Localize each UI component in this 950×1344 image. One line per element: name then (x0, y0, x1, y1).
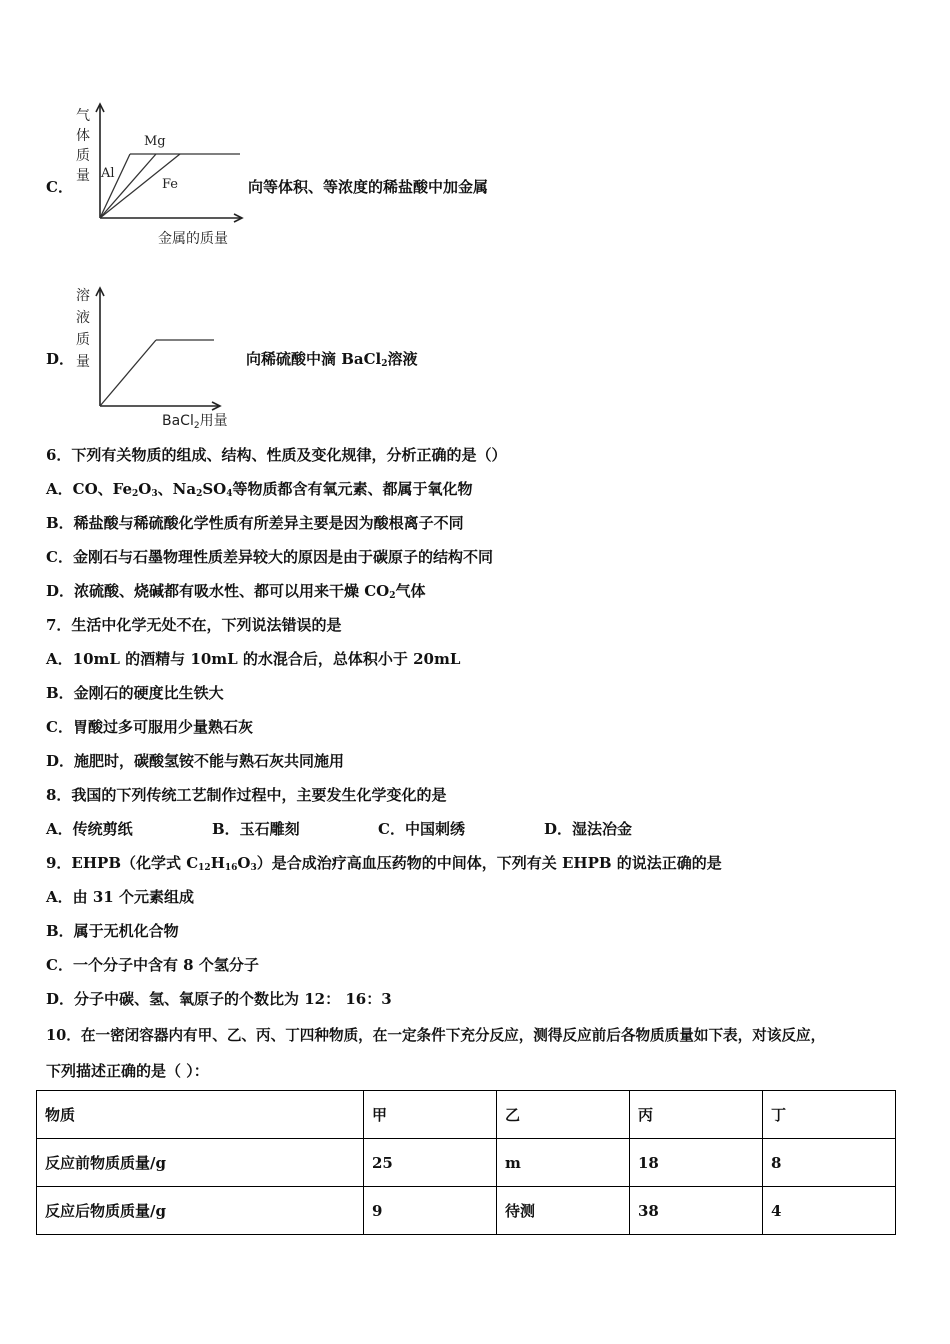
q7-option-d: D．施肥时，碳酸氢铵不能与熟石灰共同施用 (46, 752, 345, 770)
table-cell: 18 (630, 1139, 763, 1187)
y-label-1: 液 (76, 310, 90, 326)
q9-option-b: B．属于无机化合物 (46, 922, 179, 940)
q6-option-a: A．CO、$Fe_2O_3$、$Na_2SO_4$等物质都含有氧元素、都属于氧化物 (46, 480, 473, 499)
y-label-3: 量 (76, 168, 90, 184)
graph-c (70, 100, 250, 250)
table-row (37, 1139, 896, 1187)
header-cell: 丙 (630, 1091, 763, 1139)
q6-option-b: B．稀盐酸与稀硫酸化学性质有所差异主要是因为酸根离子不同 (46, 514, 464, 532)
y-label-1: 体 (76, 128, 90, 144)
q8-stem: 8．我国的下列传统工艺制作过程中，主要发生化学变化的是 (46, 786, 447, 804)
q8-option-a: A．传统剪纸 (46, 820, 133, 838)
line-mg (100, 154, 156, 218)
option-c-label: C． (46, 178, 73, 196)
q8-option-c: C．中国刺绣 (378, 820, 465, 838)
q9-stem: 9．EHPB（化学式 $C_{12}H_{16}O_3$）是合成治疗高血压药物的中间体，下列有关 EHPB 的说法正确的是 (46, 854, 722, 873)
table-cell: 反应前物质质量/g (37, 1139, 364, 1187)
q10-stem-line1: 10．在一密闭容器内有甲、乙、丙、丁四种物质，在一定条件下充分反应，测得反应前后各物质质量如下表，对该反应， (46, 1027, 826, 1044)
graph-d (70, 282, 250, 432)
y-label-3: 量 (76, 354, 90, 370)
label-mg: Mg (144, 134, 166, 149)
label-fe: Fe (162, 177, 179, 192)
table-cell: 反应后物质质量/g (37, 1187, 364, 1235)
rising-line (100, 340, 156, 406)
y-label-2: 质 (76, 332, 90, 348)
q8-options (46, 818, 632, 839)
y-label-0: 溶 (76, 288, 90, 304)
q6-option-c: C．金刚石与石墨物理性质差异较大的原因是由于碳原子的结构不同 (46, 548, 493, 566)
x-label: 金属的质量 (158, 231, 228, 247)
header-cell: 甲 (364, 1091, 497, 1139)
q8-option-b: B．玉石雕刻 (212, 820, 300, 838)
q7-option-c: C．胃酸过多可服用少量熟石灰 (46, 718, 253, 736)
q7-option-b: B．金刚石的硬度比生铁大 (46, 684, 224, 702)
header-cell: 物质 (37, 1091, 364, 1139)
y-label-2: 质 (76, 148, 90, 164)
option-d-caption: 向稀硫酸中滴 BaCl$_2$溶液 (246, 350, 418, 369)
table-cell: 38 (630, 1187, 763, 1235)
line-al (100, 154, 130, 218)
header-cell: 乙 (497, 1091, 630, 1139)
table-row (37, 1187, 896, 1235)
option-d-label: D． (46, 350, 75, 368)
q7-option-a: A．10mL 的酒精与 10mL 的水混合后，总体积小于 20mL (46, 650, 461, 668)
q7-stem: 7．生活中化学无处不在，下列说法错误的是 (46, 616, 342, 634)
mass-table (36, 1090, 896, 1235)
q10-stem-line2: 下列描述正确的是（ ）： (46, 1062, 209, 1080)
table-cell: 待测 (497, 1187, 630, 1235)
q9-option-c: C．一个分子中含有 8 个氢分子 (46, 956, 259, 974)
option-c-caption: 向等体积、等浓度的稀盐酸中加金属 (248, 178, 489, 196)
q9-option-a: A．由 31 个元素组成 (46, 888, 194, 906)
table-cell: 4 (763, 1187, 896, 1235)
label-al: Al (101, 166, 115, 181)
q6-stem: 6．下列有关物质的组成、结构、性质及变化规律，分析正确的是（） (46, 446, 507, 464)
table-cell: 25 (364, 1139, 497, 1187)
header-cell: 丁 (763, 1091, 896, 1139)
table-cell: m (497, 1139, 630, 1187)
q6-option-d: D．浓硫酸、烧碱都有吸水性、都可以用来干燥 $CO_2$气体 (46, 582, 426, 601)
table-cell: 8 (763, 1139, 896, 1187)
table-cell: 9 (364, 1187, 497, 1235)
x-label: BaCl$_2$用量 (162, 413, 228, 431)
table-header-row (37, 1091, 896, 1139)
q9-option-d: D．分子中碳、氢、氧原子的个数比为 12： 16：3 (46, 990, 392, 1008)
q8-option-d: D．湿法冶金 (544, 820, 633, 838)
y-label-0: 气 (76, 108, 90, 124)
